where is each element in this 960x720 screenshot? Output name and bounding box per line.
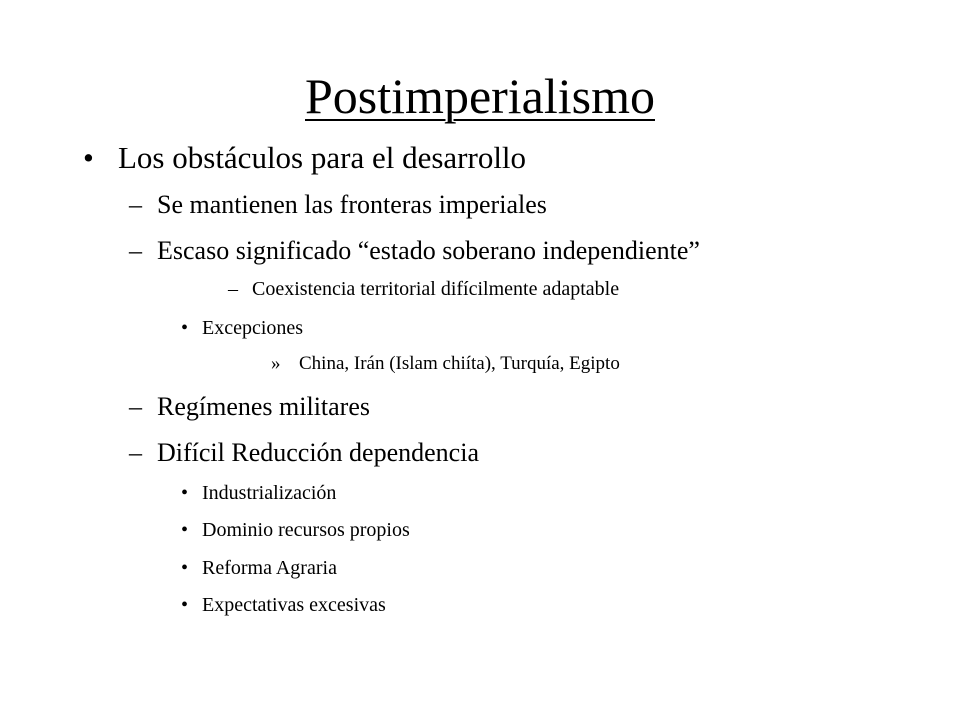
bullet-marker: • [181,482,189,504]
dash-marker: – [129,190,142,219]
bullet-text: Los obstáculos para el desarrollo [118,140,527,175]
bullet-marker: • [181,317,189,339]
slide-title: Postimperialismo [305,68,655,124]
bullet-text: Excepciones [202,317,304,339]
bullet-text: Dominio recursos propios [202,519,410,541]
chevron-marker: » [271,353,281,374]
dash-marker: – [129,236,142,265]
dash-marker: – [228,278,238,300]
bullet-text: Se mantienen las fronteras imperiales [157,190,547,219]
bullet-text: Industrialización [202,482,337,504]
bullet-text: Expectativas excesivas [202,594,386,616]
bullet-text: Coexistencia territorial difícilmente adaptable [252,278,620,300]
dash-marker: – [129,392,142,421]
bullet-text: Escaso significado “estado soberano independiente” [157,236,700,265]
bullet-marker: • [181,594,189,616]
bullet-text: Difícil Reducción dependencia [157,438,479,467]
bullet-marker: • [181,519,189,541]
bullet-text: Regímenes militares [157,392,371,421]
dash-marker: – [129,438,142,467]
bullet-marker: • [181,557,189,579]
bullet-marker: • [83,140,94,175]
bullet-text: China, Irán (Islam chiíta), Turquía, Egipto [299,353,620,374]
bullet-text: Reforma Agraria [202,557,337,579]
